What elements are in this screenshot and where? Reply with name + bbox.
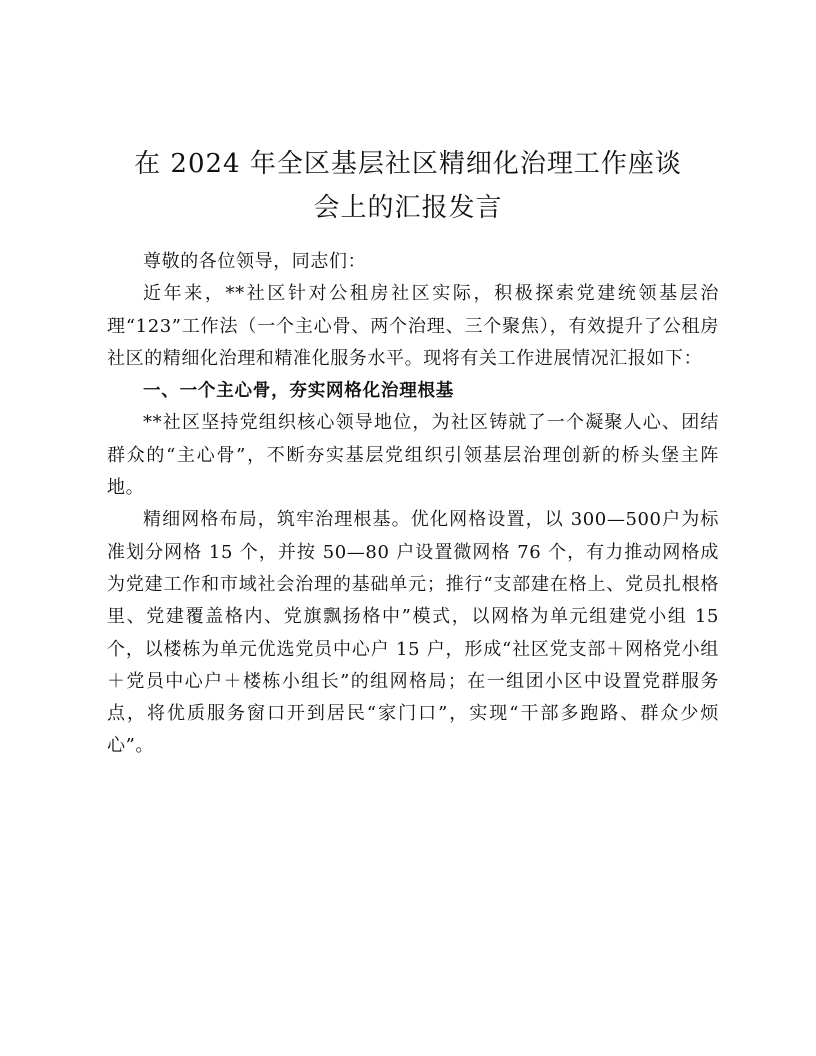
section-heading-1: 一、一个主心骨，夯实网格化治理根基 xyxy=(143,381,455,402)
document-title xyxy=(100,142,716,230)
title-line-2: 会上的汇报发言 xyxy=(313,193,503,223)
title-line-1: 在 2024 年全区基层社区精细化治理工作座谈 xyxy=(134,149,682,179)
section-1-paragraph-1: **社区坚持党组织核心领导地位，为社区铸就了一个凝聚人心、团结群众的“主心骨”，不断夯实基层党组织引领基层治理创新的桥头堡主阵地。 xyxy=(107,412,719,499)
intro-paragraph: 近年来，**社区针对公租房社区实际，积极探索党建统领基层治理“123”工作法（一个主心骨、两个治理、三个聚焦），有效提升了公租房社区的精细化治理和精准化服务水平。现将有关工作进展情况汇报如下： xyxy=(107,283,719,369)
salutation: 尊敬的各位领导，同志们： xyxy=(143,251,367,272)
section-1-paragraph-2: 精细网格布局，筑牢治理根基。优化网格设置，以 300—500户为标准划分网格 15 个，并按 50—80 户设置微网格 76 个，有力推动网格成为党建工作和市域社会治理的基础单元；推行“支部建在格上、党员扎根格里、党建覆盖格内、党旗飘扬格中”模式，以网格为单元组建党小组 15 个，以楼栋为单元优选党员中心户 15 户，形成“社区党支部＋网格党小组＋党员中心户＋楼栋小组长”的组网格局；在一组团小区中设置党群服务点，将优质服务窗口开到居民“家门口”，实现“干部多跑路、群众少烦心”。 xyxy=(107,509,719,757)
document-body xyxy=(107,246,719,763)
